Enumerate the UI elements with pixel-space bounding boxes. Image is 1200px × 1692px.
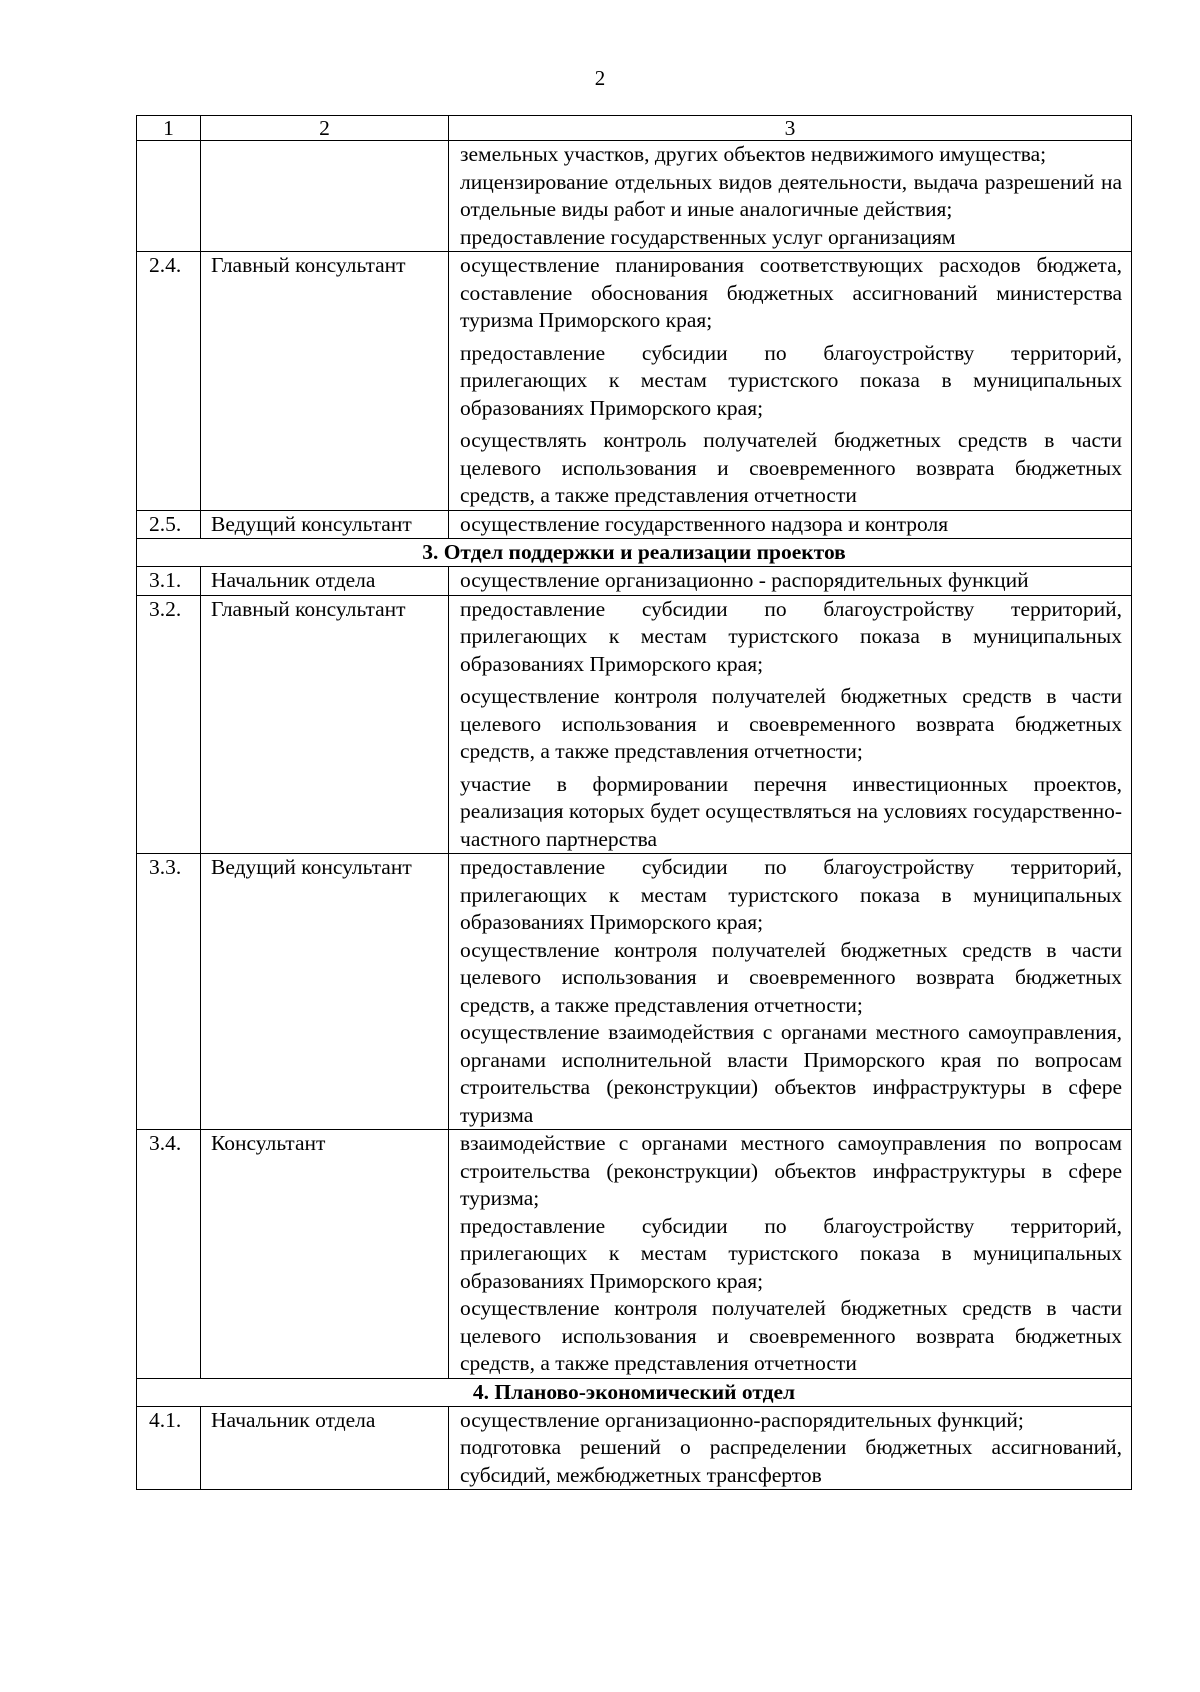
section-title: 3. Отдел поддержки и реализации проектов [137, 539, 1132, 567]
duty-text: предоставление субсидии по благоустройству территорий, прилегающих к местам туристского показа в муниципальных образованиях Приморского края; [460, 855, 1122, 934]
position-number: 3.4. [137, 1130, 201, 1379]
section-title: 4. Планово-экономический отдел [137, 1378, 1132, 1406]
duty-text: осуществление организационно-распорядительных функций; [460, 1407, 1024, 1432]
staff-duties-table [136, 115, 1132, 1490]
duties-cell [449, 854, 1132, 1130]
position-title: Ведущий консультант [201, 854, 449, 1130]
position-number: 2.5. [137, 510, 201, 539]
position-title: Ведущий консультант [201, 510, 449, 539]
position-title [201, 141, 449, 252]
duty-text: осуществлять контроль получателей бюджетных средств в части целевого использования и своевременного возврата бюджетных средств, а также представления отчетности [460, 428, 1122, 507]
duty-text: осуществление организационно - распорядительных функций [460, 568, 1029, 592]
table-row [137, 141, 1132, 252]
duty-text: взаимодействие с органами местного самоуправления по вопросам строительства (реконструкции) объектов инфраструктуры в сфере туризма; [460, 1131, 1122, 1210]
position-title: Главный консультант [201, 252, 449, 511]
duties-cell [449, 595, 1132, 854]
duties-cell [449, 510, 1132, 539]
duty-text: осуществление планирования соответствующих расходов бюджета, составление обоснования бюджетных ассигнований министерства туризма Приморского края; [460, 253, 1122, 332]
duties-cell [449, 1406, 1132, 1490]
table-row [137, 1130, 1132, 1379]
table-row [137, 252, 1132, 511]
duty-text: осуществление контроля получателей бюджетных средств в части целевого использования и своевременного возврата бюджетных средств, а также представления отчетности; [460, 937, 1122, 1017]
duty-text: участие в формировании перечня инвестиционных проектов, реализация которых будет осуществляться на условиях государственно-частного партнерства [460, 771, 1122, 851]
section-header-row [137, 1378, 1132, 1406]
section-header-row [137, 539, 1132, 567]
position-title: Консультант [201, 1130, 449, 1379]
position-number [137, 141, 201, 252]
position-number: 2.4. [137, 252, 201, 511]
duty-text: предоставление субсидии по благоустройству территорий, прилегающих к местам туристского показа в муниципальных образованиях Приморского края; [460, 596, 1122, 676]
duty-text: предоставление субсидии по благоустройству территорий, прилегающих к местам туристского показа в муниципальных образованиях Приморского края; [460, 340, 1122, 420]
column-header-2: 2 [201, 116, 449, 141]
duties-cell [449, 252, 1132, 511]
duties-cell [449, 1130, 1132, 1379]
position-number: 3.1. [137, 567, 201, 596]
duty-text: осуществление государственного надзора и контроля [460, 511, 949, 536]
table-row [137, 567, 1132, 596]
position-title: Главный консультант [201, 595, 449, 854]
duty-text: осуществление контроля получателей бюджетных средств в части целевого использования и своевременного возврата бюджетных средств, а также представления отчетности; [460, 684, 1122, 763]
table-row [137, 1406, 1132, 1490]
table-row [137, 854, 1132, 1130]
column-header-1: 1 [137, 116, 201, 141]
duty-text: предоставление государственных услуг организациям [460, 224, 956, 249]
table-header-row [137, 116, 1132, 141]
duty-text: лицензирование отдельных видов деятельности, выдача разрешений на отдельные виды работ и иные аналогичные действия; [460, 169, 1122, 221]
duty-text: земельных участков, других объектов недвижимого имущества; [460, 142, 1047, 166]
column-header-3: 3 [449, 116, 1132, 141]
duty-text: осуществление взаимодействия с органами местного самоуправления, органами исполнительной власти Приморского края по вопросам строительства (реконструкции) объектов инфраструктуры в сфере туризма [460, 1020, 1122, 1127]
position-number: 3.2. [137, 595, 201, 854]
table-row [137, 595, 1132, 854]
position-number: 3.3. [137, 854, 201, 1130]
duty-text: подготовка решений о распределении бюджетных ассигнований, субсидий, межбюджетных трансфертов [460, 1435, 1122, 1487]
duties-cell [449, 141, 1132, 252]
table-row [137, 510, 1132, 539]
duty-text: осуществление контроля получателей бюджетных средств в части целевого использования и своевременного возврата бюджетных средств, а также представления отчетности [460, 1296, 1122, 1375]
page-number: 2 [594, 66, 606, 90]
duties-cell [449, 567, 1132, 596]
position-number: 4.1. [137, 1406, 201, 1490]
position-title: Начальник отдела [201, 567, 449, 596]
position-title: Начальник отдела [201, 1406, 449, 1490]
duty-text: предоставление субсидии по благоустройству территорий, прилегающих к местам туристского показа в муниципальных образованиях Приморского края; [460, 1213, 1122, 1293]
